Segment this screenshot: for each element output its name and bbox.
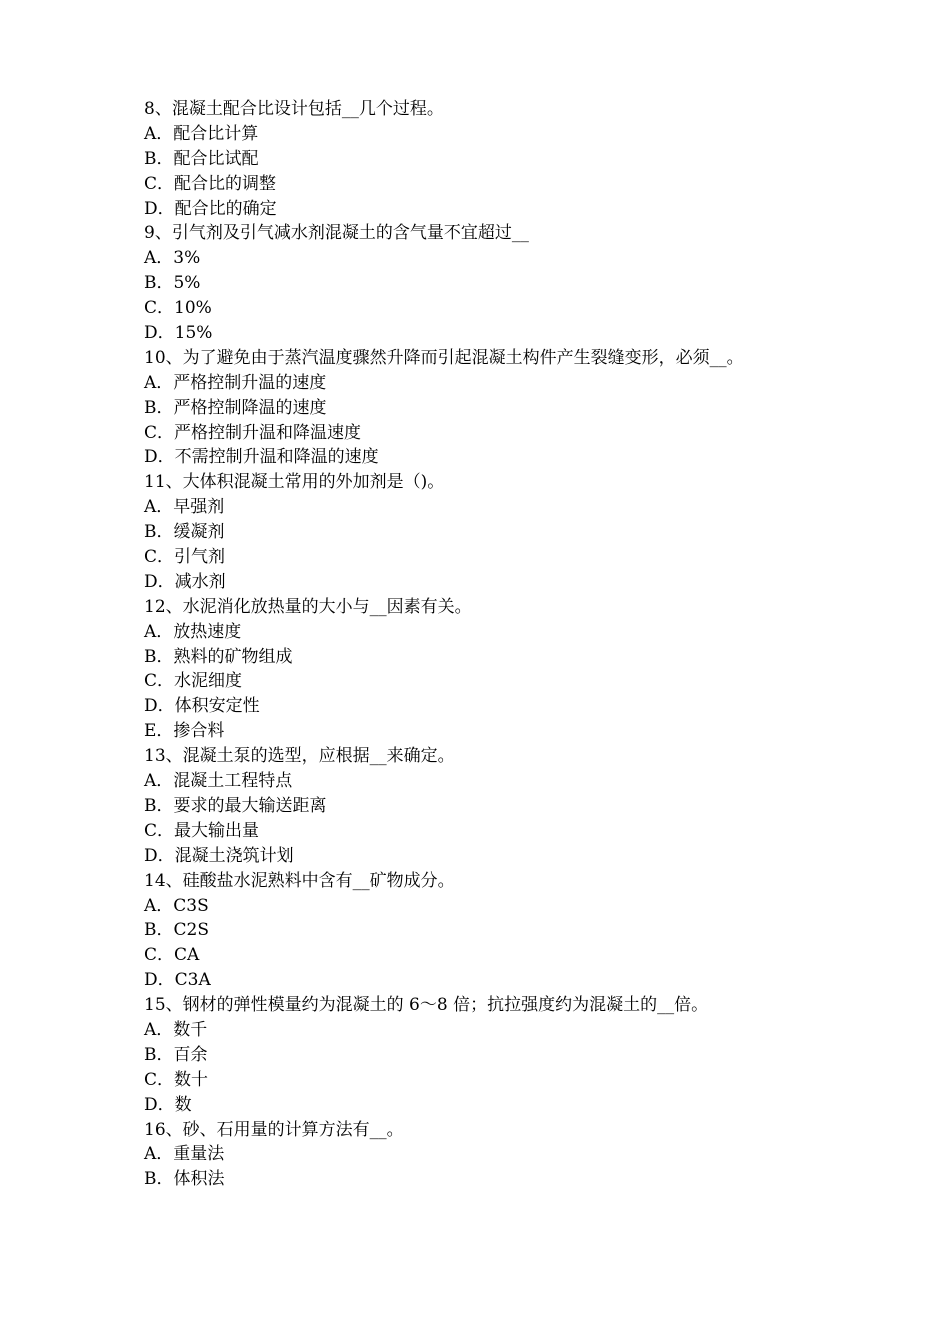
question-15	[144, 993, 904, 1117]
option-a: A．重量法	[144, 1144, 225, 1165]
option-d: D．配合比的确定	[144, 198, 277, 219]
document-page	[144, 97, 904, 1192]
option-a: A．配合比计算	[144, 123, 259, 144]
option-c: C．配合比的调整	[144, 173, 277, 194]
question-stem: 9、引气剂及引气减水剂混凝土的含气量不宜超过__	[144, 223, 529, 244]
question-14	[144, 869, 904, 993]
option-c: C．水泥细度	[144, 671, 243, 692]
question-16	[144, 1118, 904, 1193]
option-a: A．3%	[144, 248, 201, 269]
question-stem: 16、砂、石用量的计算方法有__。	[144, 1119, 404, 1140]
option-d: D．体积安定性	[144, 696, 260, 717]
option-d: D．数	[144, 1094, 192, 1115]
option-c: C．10%	[144, 298, 212, 319]
option-b: B．体积法	[144, 1169, 225, 1190]
question-10	[144, 346, 904, 470]
option-b: B．C2S	[144, 920, 209, 941]
option-d: D．不需控制升温和降温的速度	[144, 447, 379, 468]
option-b: B．缓凝剂	[144, 522, 225, 543]
question-9	[144, 221, 904, 345]
option-a: A．早强剂	[144, 497, 225, 518]
option-e: E．掺合料	[144, 721, 225, 742]
option-b: B．配合比试配	[144, 148, 259, 169]
option-b: B．5%	[144, 273, 201, 294]
option-d: D．减水剂	[144, 571, 226, 592]
option-a: A．数千	[144, 1019, 208, 1040]
question-12	[144, 595, 904, 744]
option-c: C．引气剂	[144, 547, 226, 568]
question-stem: 10、为了避免由于蒸汽温度骤然升降而引起混凝土构件产生裂缝变形，必须__。	[144, 347, 744, 368]
question-stem: 15、钢材的弹性模量约为混凝土的 6～8 倍；抗拉强度约为混凝土的__倍。	[144, 995, 709, 1016]
option-c: C．最大输出量	[144, 820, 260, 841]
option-c: C．数十	[144, 1069, 209, 1090]
option-b: B．要求的最大输送距离	[144, 795, 327, 816]
option-d: D．混凝土浇筑计划	[144, 845, 294, 866]
question-stem: 8、混凝土配合比设计包括__几个过程。	[144, 99, 444, 119]
option-a: A．C3S	[144, 895, 209, 916]
option-b: B．熟料的矿物组成	[144, 646, 293, 667]
option-d: D．C3A	[144, 970, 211, 991]
question-8	[144, 97, 904, 221]
option-b: B．严格控制降温的速度	[144, 397, 327, 418]
option-b: B．百余	[144, 1044, 208, 1065]
option-c: C．严格控制升温和降温速度	[144, 422, 362, 443]
option-c: C．CA	[144, 945, 200, 966]
question-stem: 11、大体积混凝土常用的外加剂是（)。	[144, 472, 445, 493]
option-a: A．混凝土工程特点	[144, 771, 293, 792]
question-stem: 12、水泥消化放热量的大小与__因素有关。	[144, 596, 472, 617]
option-a: A．严格控制升温的速度	[144, 372, 327, 393]
question-stem: 14、硅酸盐水泥熟料中含有__矿物成分。	[144, 870, 455, 891]
question-13	[144, 744, 904, 868]
option-a: A．放热速度	[144, 621, 242, 642]
question-11	[144, 470, 904, 594]
question-stem: 13、混凝土泵的选型，应根据__来确定。	[144, 746, 455, 767]
option-d: D．15%	[144, 323, 213, 344]
